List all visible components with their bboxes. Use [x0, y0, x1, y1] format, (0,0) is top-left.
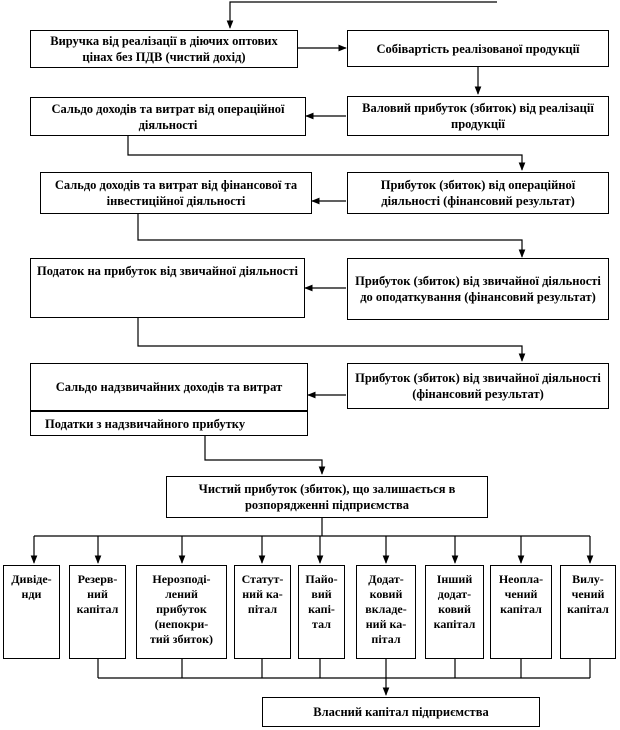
ordinary-profit-box: Прибуток (збиток) від звичайної діяльності (фінансовий результат)	[347, 363, 609, 409]
operating-balance-box: Сальдо доходів та витрат від операційної діяльності	[30, 97, 306, 136]
gross-profit-box: Валовий прибуток (збиток) від реалізації продукції	[347, 96, 609, 136]
cost-box: Собівартість реалізованої продукції	[347, 30, 609, 67]
unpaid-capital-box: Неопла- чений капітал	[490, 565, 552, 659]
income-tax-box: Податок на прибуток від звичайної діяльності	[30, 258, 305, 318]
equity-box: Власний капітал підприємства	[262, 697, 540, 727]
net-profit-box: Чистий прибуток (збиток), що залишається в розпорядженні підприємства	[166, 476, 488, 518]
extraordinary-tax-box: Податки з надзвичайного прибутку	[30, 410, 308, 436]
unit-capital-box: Пайо- вий капі- тал	[298, 565, 345, 659]
share-capital-box: Статут- ний ка- пітал	[234, 565, 291, 659]
extraordinary-balance-box: Сальдо надзвичайних доходів та витрат	[30, 363, 308, 410]
financial-balance-box: Сальдо доходів та витрат від фінансової та інвестиційної діяльності	[40, 172, 312, 214]
operating-profit-box: Прибуток (збиток) від операційної діяльності (фінансовий результат)	[347, 172, 609, 214]
pretax-profit-box: Прибуток (збиток) від звичайної діяльності до оподаткування (фінансовий результат)	[347, 258, 609, 320]
additional-paid-in-capital-box: Додат- ковий вкладе- ний ка- пітал	[356, 565, 416, 659]
other-additional-capital-box: Інший додат- ковий капітал	[425, 565, 484, 659]
retained-earnings-box: Нерозподі- лений прибуток (непокри- тий збиток)	[136, 565, 227, 659]
revenue-box: Виручка від реалізації в діючих оптових цінах без ПДВ (чистий дохід)	[30, 30, 298, 68]
dividends-box: Дивіде- нди	[3, 565, 60, 659]
withdrawn-capital-box: Вилу- чений капітал	[560, 565, 616, 659]
reserve-capital-box: Резерв- ний капітал	[69, 565, 126, 659]
